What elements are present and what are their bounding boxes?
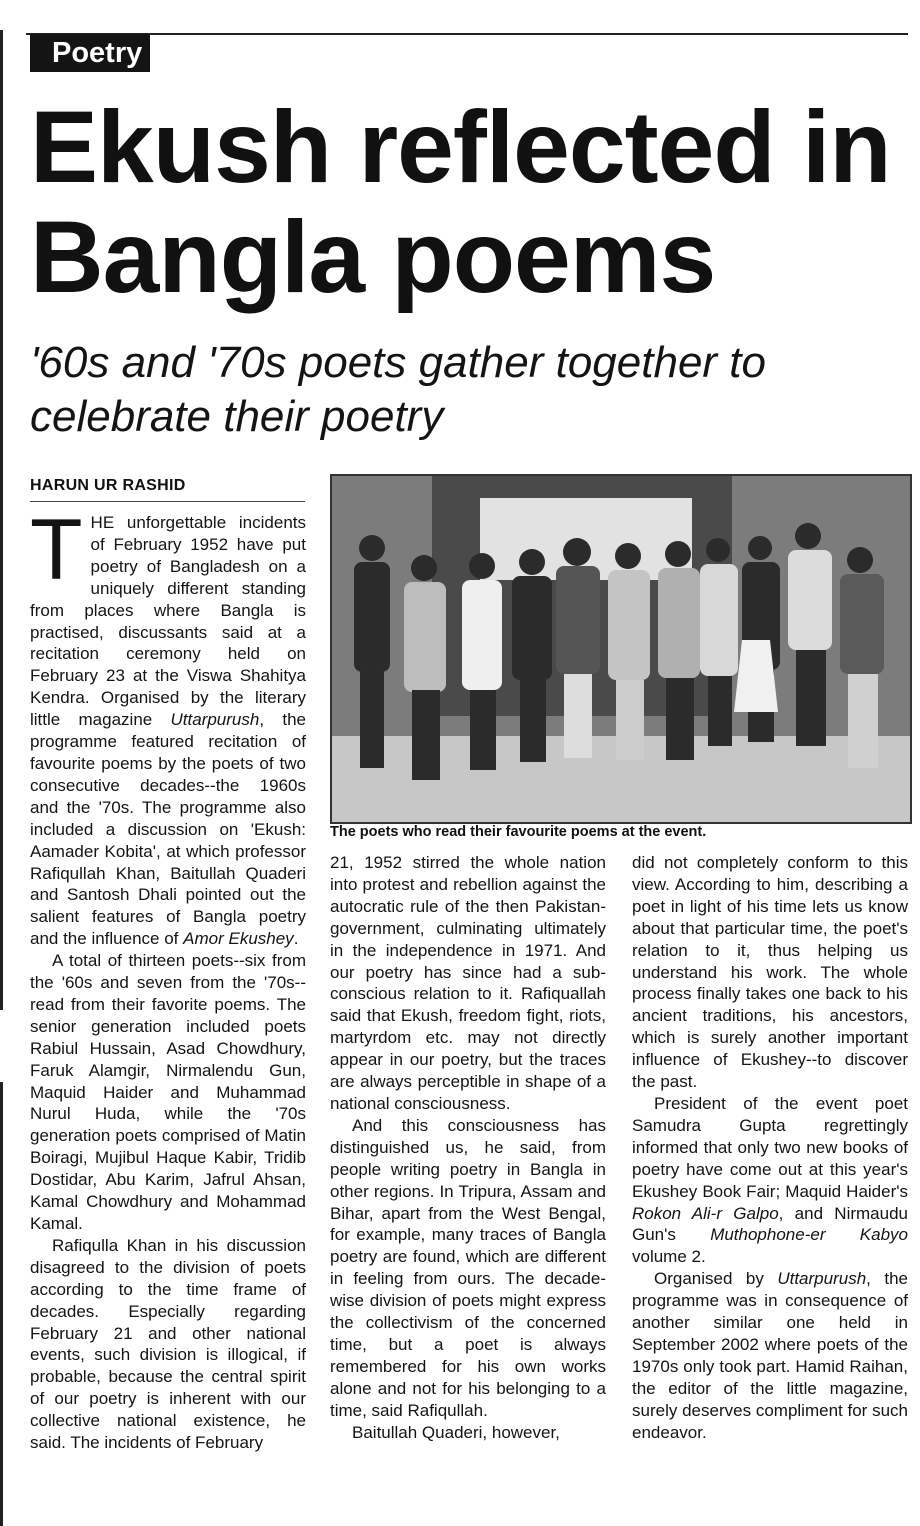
amor-ekushey: Amor Ekushey <box>183 929 294 949</box>
headline: Ekush reflected in Bangla poems <box>30 90 891 314</box>
paragraph-3-continued: 21, 1952 stirred the whole nation into protest and rebellion against the autocratic rule of the then Pakistan-government, culminating ultimately in the independence in 1971. And our poetry has since had a sub-conscious relation to it. Rafiquallah said that Ekush, freedom fight, riots, martyrdom etc. may not directly appear in our poetry, but the traces are always perceptible in shape of a national consciousness. <box>330 853 606 1113</box>
people-silhouettes <box>354 523 884 780</box>
article-column-3 <box>632 852 908 1443</box>
paragraph-5-continued: did not completely conform to this view. According to him, describing a poet in light of his time lets us know about that particular time, the poet's relation to it, thus helping us understand his work. The whole process finally takes one back to his ancient traditions, his ancestors, which is surely another important influence of Ekushey--to discover the past. <box>632 853 908 1092</box>
paragraph-3: Rafiqulla Khan in his discussion disagreed to the division of poets according to the time frame of decades. Especially regarding February 21 and other national events, such division is illogical, if probable, because the central spirit of our poetry is inherent with our collective national existence, he said. The incidents of February <box>30 1235 306 1453</box>
drop-cap: T <box>30 502 83 598</box>
photo-caption: The poets who read their favourite poems at the event. <box>330 824 707 840</box>
paragraph-1: THE unforgettable incidents of February 1952 have put poetry of Bangladesh on a uniquely different standing from places where Bangla is practised, discussants said at a recitation ceremony held on February 23 at the Viswa Shahitya Kendra. Organised by the literary little magazine Uttarpurush, the programme featured recitation of favourite poems by the poets of two consecutive decades--the 1960s and the '70s. The programme also included a discussion on 'Ekush: Aamader Kobita', at which professor Rafiqullah Khan, Baitullah Quaderi and Santosh Dhali pointed out the salient features of Bangla poetry and the influence of Amor Ekushey. <box>30 502 306 949</box>
event-photo <box>330 474 912 824</box>
paragraph-7: Organised by Uttarpurush, the programme was in consequence of another similar one held in September 2002 where poets of the 1970s only took part. Hamid Raihan, the editor of the little magazine, surely deserves compliment for such endeavor. <box>632 1269 908 1442</box>
poets-group-photo <box>332 476 910 822</box>
top-rule <box>26 33 908 35</box>
article-column-2 <box>330 852 606 1443</box>
left-column-rule <box>0 30 3 1010</box>
book-title-1: Rokon Ali-r Galpo <box>632 1203 779 1223</box>
paragraph-5: Baitullah Quaderi, however, <box>352 1422 560 1442</box>
book-title-2: Muthophone-er Kabyo <box>710 1225 908 1245</box>
magazine-name-2: Uttarpurush <box>777 1269 867 1289</box>
article-column-1 <box>30 502 306 1454</box>
magazine-name: Uttarpurush <box>170 710 260 730</box>
paragraph-6: President of the event poet Samudra Gupta regrettingly informed that only two new books of poetry have come out at this year's Ekushey Book Fair; Maquid Haider's Rokon Ali-r Galpo, and Nirmaudu Gun's Muthophone-er Kabyo volume 2. <box>632 1093 908 1267</box>
deck-subtitle: '60s and '70s poets gather together to celebrate their poetry <box>30 338 766 441</box>
paragraph-4: And this consciousness has distinguished us, he said, from people writing poetry in Bangla in other regions. In Tripura, Assam and Bihar, apart from the West Bengal, for example, many traces of Bangla poetry are found, which are different in feeling from ours. The decade-wise division of poets might express the collectivism of the concerned time, but a poet is always remembered for his own works alone and not for his belonging to a time, said Rafiqullah. <box>330 1115 606 1420</box>
left-column-rule-lower <box>0 1082 3 1526</box>
byline: HARUN UR RASHID <box>30 477 305 502</box>
paragraph-2: A total of thirteen poets--six from the '60s and seven from the '70s--read from their favorite poems. The senior generation included poets Rabiul Hussain, Asad Chowdhury, Faruk Alamgir, Nirmalendu Gun, Maquid Haider and Muhammad Nurul Huda, while the '70s generation poets comprised of Matin Boiragi, Mujibul Haque Kabir, Tridib Dostidar, Abu Karim, Jafrul Ahsan, Kamal Chowdhury and Mohammad Kamal. <box>30 951 306 1233</box>
section-tag: Poetry <box>30 34 150 72</box>
